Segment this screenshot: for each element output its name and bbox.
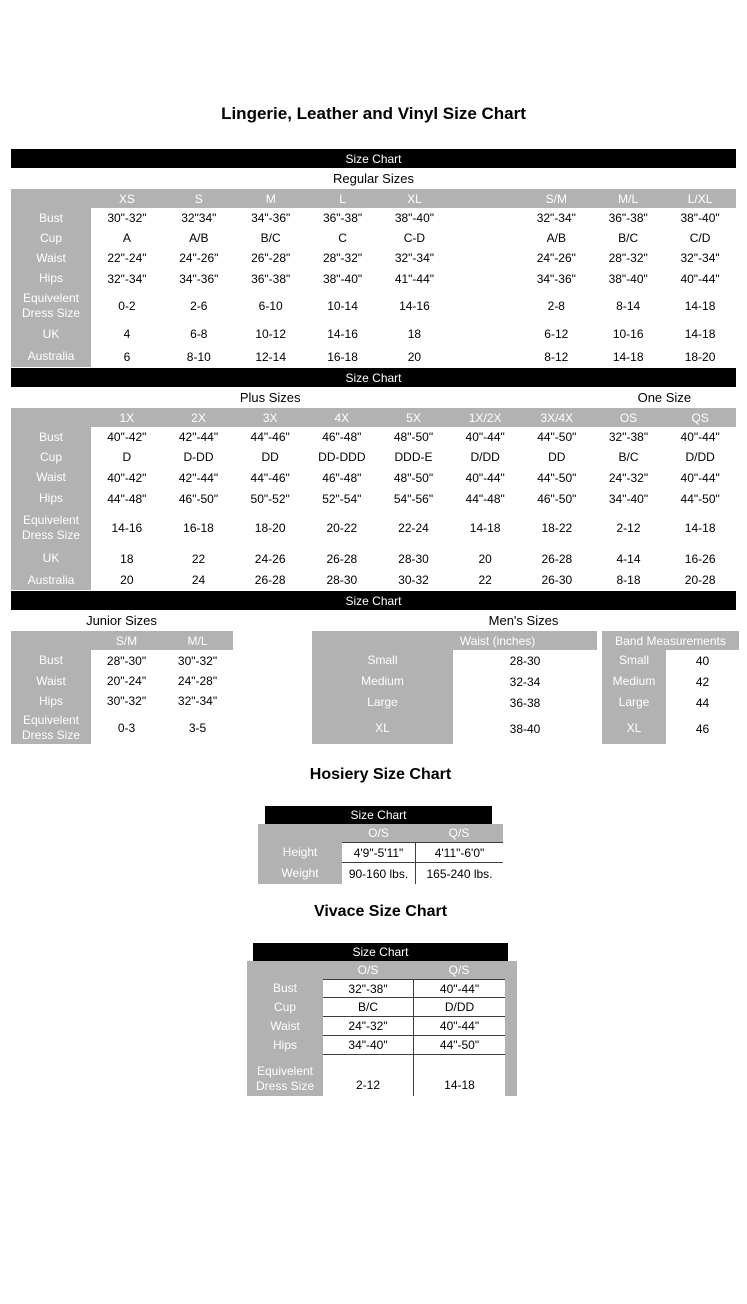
size-cell: 20-22: [306, 509, 378, 547]
hosiery-table: [258, 824, 503, 884]
size-cell: 24: [163, 570, 235, 590]
column-header: 1X: [91, 408, 163, 427]
row-label: Hips: [11, 268, 91, 289]
size-cell: 24-26: [234, 547, 306, 570]
junior-sizes-table: [11, 631, 233, 744]
size-cell: C: [307, 228, 379, 248]
size-cell: 41"-44": [379, 268, 451, 289]
size-cell: 44"-48": [91, 488, 163, 509]
row-label: Waist: [11, 467, 91, 488]
size-cell: 46"-48": [306, 427, 378, 447]
row-label: Hips: [247, 1036, 323, 1055]
mens-sizes-subtitle: Men's Sizes: [488, 613, 559, 628]
size-chart-page: [0, 104, 747, 1304]
size-cell: 40"-44": [449, 467, 521, 488]
row-label: Cup: [11, 228, 91, 248]
plus-sizes-subtitle: Plus Sizes: [239, 390, 301, 405]
size-cell: 40"-44": [664, 467, 736, 488]
size-cell: D: [91, 447, 163, 467]
size-cell: 165-240 lbs.: [415, 863, 503, 884]
row-label: Waist: [247, 1017, 323, 1036]
size-cell: 6-8: [163, 322, 235, 346]
size-cell: 38"-40": [592, 268, 664, 289]
column-header: OS: [593, 408, 665, 427]
size-cell: A/B: [520, 228, 592, 248]
size-cell: 0-3: [91, 711, 162, 744]
corner-cell: [258, 824, 342, 842]
size-cell: D/DD: [413, 998, 505, 1017]
size-cell: 28"-30": [91, 650, 162, 671]
regular-sizes-table: [11, 189, 736, 367]
size-cell: 34"-40": [323, 1036, 413, 1055]
size-cell: 22"-24": [91, 248, 163, 268]
size-cell: B/C: [592, 228, 664, 248]
hosiery-heading: Hosiery Size Chart: [309, 766, 452, 783]
size-cell: 10-12: [235, 322, 307, 346]
size-cell: 6-10: [235, 289, 307, 322]
size-cell: 40: [666, 650, 739, 671]
column-header: XL: [379, 189, 451, 208]
size-cell: 36"-38": [235, 268, 307, 289]
size-cell: 24"-32": [593, 467, 665, 488]
column-header: 5X: [378, 408, 450, 427]
size-cell: 4'9"-5'11": [342, 842, 415, 863]
size-chart-bar: Size Chart: [11, 149, 736, 168]
vivace-heading: Vivace Size Chart: [313, 903, 448, 920]
page-title: Lingerie, Leather and Vinyl Size Chart: [221, 104, 526, 123]
size-cell: B/C: [323, 998, 413, 1017]
size-cell: 24"-26": [163, 248, 235, 268]
plus-sizes-section: [11, 368, 736, 590]
size-cell: [450, 268, 520, 289]
column-header: 3X: [234, 408, 306, 427]
size-cell: 6: [91, 346, 163, 367]
column-header: 2X: [163, 408, 235, 427]
row-label: Hips: [11, 488, 91, 509]
row-label: UK: [11, 322, 91, 346]
row-label: Medium: [312, 671, 453, 692]
size-cell: 44"-50": [664, 488, 736, 509]
one-size-subtitle: One Size: [637, 390, 692, 405]
row-label: Bust: [11, 208, 91, 228]
size-cell: [450, 346, 520, 367]
row-label: Height: [258, 842, 342, 863]
column-header: S/M: [520, 189, 592, 208]
size-cell: 32"34": [163, 208, 235, 228]
plus-sizes-table: [11, 408, 736, 590]
size-cell: 46"-50": [163, 488, 235, 509]
size-chart-bar: Size Chart: [11, 591, 736, 610]
size-cell: 48"-50": [378, 467, 450, 488]
size-cell: 44"-50": [521, 467, 593, 488]
corner-cell: [11, 189, 91, 208]
size-cell: 12-14: [235, 346, 307, 367]
size-cell: 42: [666, 671, 739, 692]
row-label: Equivelent Dress Size: [11, 711, 91, 744]
junior-mens-titles-row: [11, 610, 736, 631]
corner-cell: [11, 408, 91, 427]
hosiery-section: [258, 806, 503, 884]
size-cell: 40"-44": [413, 1017, 505, 1036]
size-cell: 90-160 lbs.: [342, 863, 415, 884]
row-label: Large: [312, 692, 453, 713]
row-label: Australia: [11, 570, 91, 590]
size-cell: 32"-34": [91, 268, 163, 289]
table-header: Band Measurements: [602, 631, 739, 650]
size-cell: 26-28: [234, 570, 306, 590]
size-cell: 20-28: [664, 570, 736, 590]
column-header: XS: [91, 189, 163, 208]
size-cell: 42"-44": [163, 467, 235, 488]
size-cell: 40"-44": [664, 427, 736, 447]
size-cell: 8-10: [163, 346, 235, 367]
column-header: M: [235, 189, 307, 208]
size-cell: 14-18: [413, 1055, 505, 1096]
size-cell: 42"-44": [163, 427, 235, 447]
size-cell: 28-30: [453, 650, 597, 671]
size-chart-bar: Size Chart: [11, 368, 736, 387]
size-cell: 38"-40": [664, 208, 736, 228]
size-cell: 36-38: [453, 692, 597, 713]
size-cell: 2-8: [520, 289, 592, 322]
regular-sizes-subtitle: Regular Sizes: [333, 171, 414, 186]
size-cell: [450, 289, 520, 322]
size-cell: 44"-46": [234, 467, 306, 488]
mens-waist-table: [312, 631, 597, 744]
column-header: Q/S: [413, 961, 505, 979]
size-cell: [450, 322, 520, 346]
size-cell: 26-28: [521, 547, 593, 570]
size-cell: 44: [666, 692, 739, 713]
column-header: L/XL: [664, 189, 736, 208]
size-cell: 22-24: [378, 509, 450, 547]
size-cell: 34"-40": [593, 488, 665, 509]
size-chart-bar: Size Chart: [265, 806, 492, 824]
size-cell: 14-16: [379, 289, 451, 322]
size-cell: 16-18: [163, 509, 235, 547]
size-cell: D-DD: [163, 447, 235, 467]
size-cell: 8-14: [592, 289, 664, 322]
row-label: Bust: [11, 650, 91, 671]
column-header: [450, 189, 520, 208]
size-cell: 34"-36": [520, 268, 592, 289]
row-label: UK: [11, 547, 91, 570]
column-header: M/L: [162, 631, 233, 650]
size-cell: 46: [666, 713, 739, 744]
column-header: M/L: [592, 189, 664, 208]
size-cell: 4'11"-6'0": [415, 842, 503, 863]
column-header: S/M: [91, 631, 162, 650]
size-cell: 20: [379, 346, 451, 367]
size-cell: 36"-38": [592, 208, 664, 228]
size-cell: B/C: [235, 228, 307, 248]
size-cell: 24"-26": [520, 248, 592, 268]
size-cell: 46"-50": [521, 488, 593, 509]
size-cell: 44"-50": [413, 1036, 505, 1055]
vivace-section: [247, 943, 517, 1096]
junior-sizes-subtitle: Junior Sizes: [86, 613, 157, 628]
size-cell: 14-18: [664, 289, 736, 322]
row-label: Hips: [11, 691, 91, 711]
size-cell: 24"-32": [323, 1017, 413, 1036]
size-cell: 18: [379, 322, 451, 346]
size-cell: 2-6: [163, 289, 235, 322]
size-cell: 26-28: [306, 547, 378, 570]
size-cell: 0-2: [91, 289, 163, 322]
row-label: Australia: [11, 346, 91, 367]
size-cell: 20"-24": [91, 671, 162, 691]
size-cell: 26"-28": [235, 248, 307, 268]
size-cell: DDD-E: [378, 447, 450, 467]
size-cell: 28"-32": [307, 248, 379, 268]
size-cell: 46"-48": [306, 467, 378, 488]
size-cell: 22: [449, 570, 521, 590]
size-cell: 36"-38": [307, 208, 379, 228]
size-cell: DD-DDD: [306, 447, 378, 467]
size-cell: 28"-32": [592, 248, 664, 268]
size-cell: 38-40: [453, 713, 597, 744]
row-label: Equivelent Dress Size: [11, 509, 91, 547]
size-cell: D/DD: [449, 447, 521, 467]
size-cell: 3-5: [162, 711, 233, 744]
size-cell: 32"-38": [593, 427, 665, 447]
row-label: XL: [312, 713, 453, 744]
mens-band-table: [602, 631, 739, 744]
size-cell: 34"-36": [163, 268, 235, 289]
size-cell: 20: [449, 547, 521, 570]
size-cell: 38"-40": [307, 268, 379, 289]
size-cell: 40"-44": [449, 427, 521, 447]
size-cell: 32-34: [453, 671, 597, 692]
size-cell: 30"-32": [91, 691, 162, 711]
size-cell: [450, 208, 520, 228]
size-cell: 18-20: [234, 509, 306, 547]
size-cell: A/B: [163, 228, 235, 248]
row-label: Equivelent Dress Size: [247, 1055, 323, 1096]
size-cell: 30"-32": [162, 650, 233, 671]
row-label: Weight: [258, 863, 342, 884]
size-cell: 14-16: [91, 509, 163, 547]
size-cell: 22: [163, 547, 235, 570]
size-cell: 30-32: [378, 570, 450, 590]
size-cell: B/C: [593, 447, 665, 467]
junior-mens-section: [11, 591, 736, 744]
size-cell: 14-18: [592, 346, 664, 367]
junior-mens-tables-row: [11, 631, 736, 744]
size-cell: DD: [521, 447, 593, 467]
size-cell: D/DD: [664, 447, 736, 467]
size-cell: 4: [91, 322, 163, 346]
size-cell: 44"-48": [449, 488, 521, 509]
size-cell: 40"-42": [91, 427, 163, 447]
row-label: Cup: [11, 447, 91, 467]
row-label: Small: [312, 650, 453, 671]
size-cell: 32"-34": [162, 691, 233, 711]
size-cell: 24"-28": [162, 671, 233, 691]
size-cell: 10-16: [592, 322, 664, 346]
size-cell: 26-30: [521, 570, 593, 590]
row-label: Bust: [11, 427, 91, 447]
column-header: S: [163, 189, 235, 208]
size-cell: A: [91, 228, 163, 248]
column-header: 1X/2X: [449, 408, 521, 427]
size-cell: 28-30: [378, 547, 450, 570]
corner-cell: [11, 631, 91, 650]
corner-cell: [247, 961, 323, 979]
size-cell: [450, 248, 520, 268]
size-cell: 14-16: [307, 322, 379, 346]
size-cell: 16-18: [307, 346, 379, 367]
column-header: O/S: [323, 961, 413, 979]
column-header: Q/S: [415, 824, 503, 842]
size-cell: 30"-32": [91, 208, 163, 228]
row-label: Cup: [247, 998, 323, 1017]
size-cell: 40"-42": [91, 467, 163, 488]
size-cell: 52"-54": [306, 488, 378, 509]
regular-sizes-section: [11, 149, 736, 367]
size-cell: 8-18: [593, 570, 665, 590]
size-cell: 32"-38": [323, 979, 413, 998]
size-cell: 8-12: [520, 346, 592, 367]
column-header: QS: [664, 408, 736, 427]
size-cell: 54"-56": [378, 488, 450, 509]
table-header: Waist (inches): [312, 631, 597, 650]
row-label: XL: [602, 713, 666, 744]
column-header: 4X: [306, 408, 378, 427]
size-cell: 34"-36": [235, 208, 307, 228]
size-cell: 18-22: [521, 509, 593, 547]
size-cell: 14-18: [664, 509, 736, 547]
row-label: Small: [602, 650, 666, 671]
size-cell: 40"-44": [413, 979, 505, 998]
size-cell: 28-30: [306, 570, 378, 590]
plus-sizes-subtitle-row: [11, 387, 736, 408]
size-cell: 32"-34": [379, 248, 451, 268]
size-cell: 20: [91, 570, 163, 590]
row-label: Bust: [247, 979, 323, 998]
size-chart-bar: Size Chart: [253, 943, 508, 961]
size-cell: 18: [91, 547, 163, 570]
size-cell: DD: [234, 447, 306, 467]
size-cell: C-D: [379, 228, 451, 248]
size-cell: 32"-34": [520, 208, 592, 228]
size-cell: 18-20: [664, 346, 736, 367]
row-label: Equivelent Dress Size: [11, 289, 91, 322]
row-label: Large: [602, 692, 666, 713]
column-header: O/S: [342, 824, 415, 842]
size-cell: 50"-52": [234, 488, 306, 509]
size-cell: 16-26: [664, 547, 736, 570]
size-cell: 2-12: [323, 1055, 413, 1096]
size-cell: 4-14: [593, 547, 665, 570]
row-label: Waist: [11, 671, 91, 691]
vivace-table: [247, 961, 517, 1096]
size-cell: 14-18: [449, 509, 521, 547]
column-header: L: [307, 189, 379, 208]
size-cell: 44"-50": [521, 427, 593, 447]
size-cell: [450, 228, 520, 248]
column-header: 3X/4X: [521, 408, 593, 427]
size-cell: 2-12: [593, 509, 665, 547]
size-cell: 38"-40": [379, 208, 451, 228]
size-cell: 6-12: [520, 322, 592, 346]
size-cell: 44"-46": [234, 427, 306, 447]
size-cell: 40"-44": [664, 268, 736, 289]
size-cell: 32"-34": [664, 248, 736, 268]
size-cell: 48"-50": [378, 427, 450, 447]
row-label: Waist: [11, 248, 91, 268]
row-label: Medium: [602, 671, 666, 692]
size-cell: 14-18: [664, 322, 736, 346]
size-cell: C/D: [664, 228, 736, 248]
size-cell: 10-14: [307, 289, 379, 322]
